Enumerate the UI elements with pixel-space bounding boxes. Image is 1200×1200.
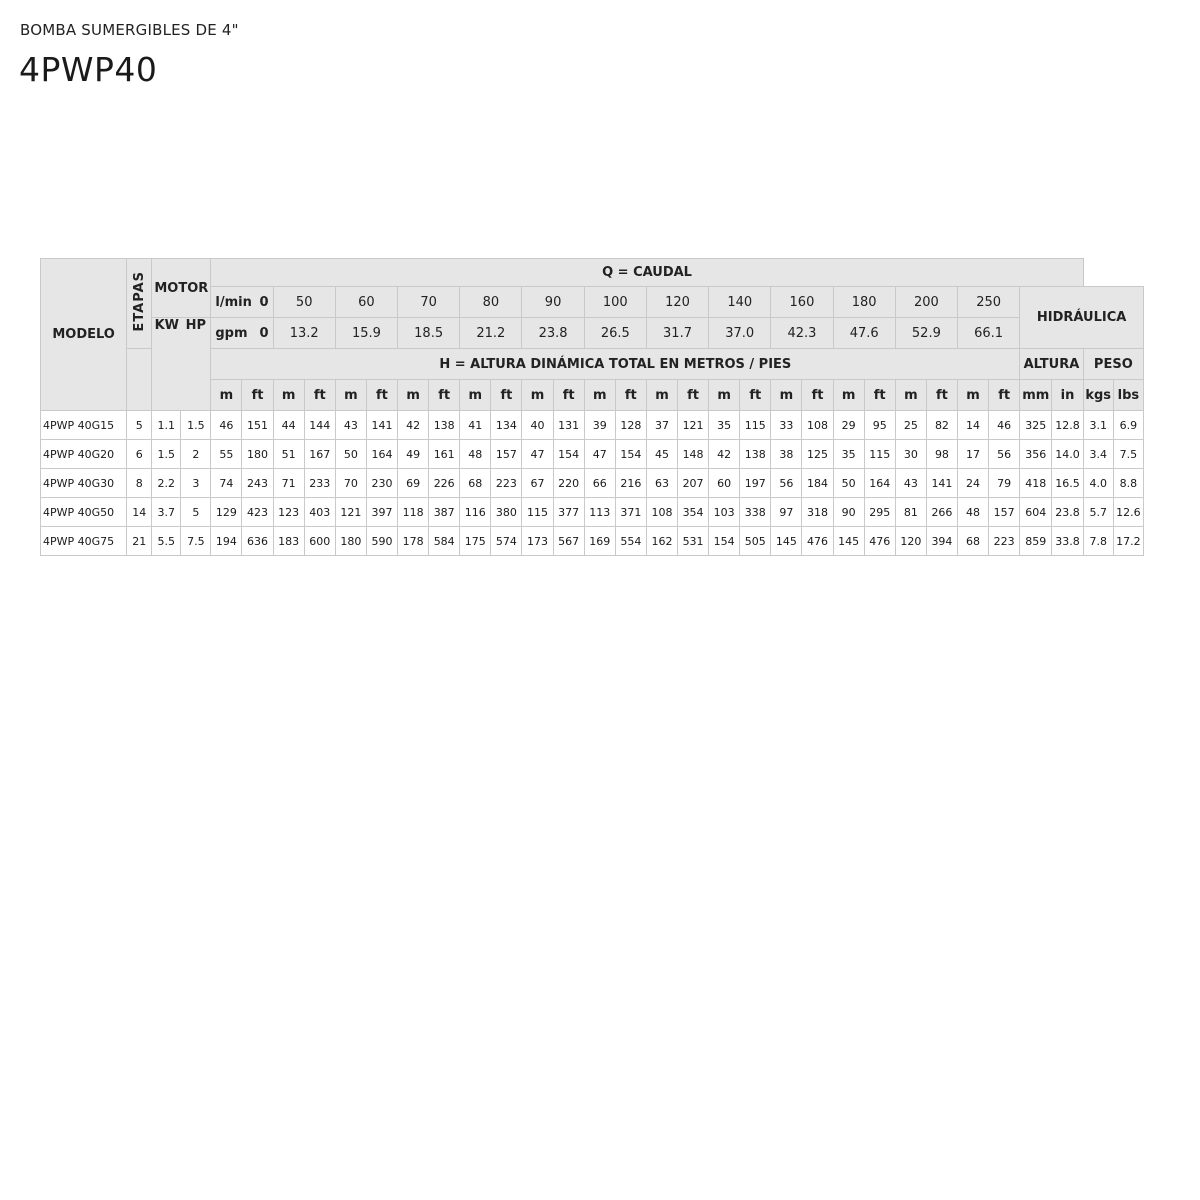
kgs-cell: 7.8: [1083, 527, 1113, 556]
gpm-zero: 0: [259, 325, 269, 341]
head-cell: 394: [926, 527, 957, 556]
head-cell: 68: [460, 469, 491, 498]
unit-ft: ft: [553, 380, 584, 411]
unit-m: m: [584, 380, 615, 411]
head-cell: 43: [895, 469, 926, 498]
head-cell: 56: [771, 469, 802, 498]
head-cell: 66: [584, 469, 615, 498]
head-cell: 183: [273, 527, 304, 556]
head-cell: 49: [398, 440, 429, 469]
gpm-value: 21.2: [460, 318, 522, 349]
head-cell: 180: [335, 527, 366, 556]
head-cell: 567: [553, 527, 584, 556]
unit-ft: ft: [242, 380, 273, 411]
head-cell: 68: [958, 527, 989, 556]
etapas-cell: 6: [127, 440, 152, 469]
lmin-value: 60: [335, 287, 397, 318]
etapas-header: [127, 259, 152, 349]
head-cell: 145: [833, 527, 864, 556]
head-cell: 505: [740, 527, 771, 556]
unit-ft: ft: [304, 380, 335, 411]
gpm-value: 23.8: [522, 318, 584, 349]
head-cell: 148: [678, 440, 709, 469]
head-cell: 338: [740, 498, 771, 527]
head-cell: 98: [926, 440, 957, 469]
head-cell: 41: [460, 411, 491, 440]
unit-m: m: [273, 380, 304, 411]
kw-cell: 3.7: [152, 498, 181, 527]
head-cell: 207: [678, 469, 709, 498]
head-cell: 141: [926, 469, 957, 498]
lmin-value: 180: [833, 287, 895, 318]
unit-m: m: [211, 380, 242, 411]
table-row: [41, 498, 1144, 527]
motor-header: MOTOR: [152, 259, 211, 318]
unit-m: m: [771, 380, 802, 411]
kgs-cell: 3.4: [1083, 440, 1113, 469]
head-cell: 69: [398, 469, 429, 498]
head-cell: 154: [709, 527, 740, 556]
head-cell: 39: [584, 411, 615, 440]
head-cell: 44: [273, 411, 304, 440]
in-cell: 23.8: [1052, 498, 1083, 527]
page-title: 4PWP40: [19, 50, 158, 89]
etapas-cell: 14: [127, 498, 152, 527]
lbs-cell: 17.2: [1113, 527, 1143, 556]
head-cell: 574: [491, 527, 522, 556]
mm-cell: 418: [1020, 469, 1052, 498]
etapas-cell: 21: [127, 527, 152, 556]
head-cell: 161: [429, 440, 460, 469]
head-cell: 45: [646, 440, 677, 469]
head-cell: 403: [304, 498, 335, 527]
head-cell: 46: [989, 411, 1020, 440]
head-cell: 35: [709, 411, 740, 440]
head-cell: 14: [958, 411, 989, 440]
head-cell: 67: [522, 469, 553, 498]
head-cell: 30: [895, 440, 926, 469]
head-cell: 178: [398, 527, 429, 556]
in-cell: 14.0: [1052, 440, 1083, 469]
kw-cell: 5.5: [152, 527, 181, 556]
head-cell: 129: [211, 498, 242, 527]
head-cell: 154: [615, 440, 646, 469]
lmin-value: 200: [895, 287, 957, 318]
head-cell: 81: [895, 498, 926, 527]
head-cell: 70: [335, 469, 366, 498]
unit-lbs: lbs: [1113, 380, 1143, 411]
etapas-cell: 5: [127, 411, 152, 440]
kw-cell: 2.2: [152, 469, 181, 498]
head-cell: 167: [304, 440, 335, 469]
head-cell: 120: [895, 527, 926, 556]
hp-cell: 5: [181, 498, 211, 527]
head-cell: 554: [615, 527, 646, 556]
head-cell: 95: [864, 411, 895, 440]
gpm-value: 31.7: [646, 318, 708, 349]
model-cell: 4PWP 40G75: [41, 527, 127, 556]
head-cell: 115: [740, 411, 771, 440]
modelo-header: MODELO: [41, 259, 127, 411]
unit-m: m: [522, 380, 553, 411]
head-cell: 118: [398, 498, 429, 527]
unit-m: m: [958, 380, 989, 411]
unit-in: in: [1052, 380, 1083, 411]
head-cell: 33: [771, 411, 802, 440]
head-cell: 46: [211, 411, 242, 440]
head-cell: 157: [491, 440, 522, 469]
lmin-zero-cell: [211, 287, 273, 318]
peso-header: PESO: [1083, 349, 1143, 380]
head-cell: 113: [584, 498, 615, 527]
kgs-cell: 4.0: [1083, 469, 1113, 498]
motor-kw-hp-cell: [152, 318, 211, 411]
head-cell: 138: [429, 411, 460, 440]
head-cell: 226: [429, 469, 460, 498]
lmin-value: 160: [771, 287, 833, 318]
unit-mm: mm: [1020, 380, 1052, 411]
altura-dinamica-header: H = ALTURA DINÁMICA TOTAL EN METROS / PIES: [211, 349, 1020, 380]
unit-ft: ft: [740, 380, 771, 411]
caudal-header: Q = CAUDAL: [211, 259, 1083, 287]
lmin-label: l/min: [215, 294, 252, 310]
head-cell: 354: [678, 498, 709, 527]
head-cell: 116: [460, 498, 491, 527]
lbs-cell: 6.9: [1113, 411, 1143, 440]
head-cell: 584: [429, 527, 460, 556]
head-cell: 423: [242, 498, 273, 527]
head-cell: 151: [242, 411, 273, 440]
unit-m: m: [398, 380, 429, 411]
head-cell: 266: [926, 498, 957, 527]
head-cell: 115: [522, 498, 553, 527]
mm-cell: 325: [1020, 411, 1052, 440]
gpm-value: 15.9: [335, 318, 397, 349]
head-cell: 121: [335, 498, 366, 527]
spec-table: [40, 258, 1144, 556]
hidraulica-header: HIDRÁULICA: [1020, 287, 1144, 349]
table-row: [41, 411, 1144, 440]
table-row: [41, 440, 1144, 469]
head-cell: 145: [771, 527, 802, 556]
head-cell: 144: [304, 411, 335, 440]
kw-cell: 1.5: [152, 440, 181, 469]
unit-ft: ft: [429, 380, 460, 411]
lmin-value: 50: [273, 287, 335, 318]
mm-cell: 859: [1020, 527, 1052, 556]
gpm-value: 47.6: [833, 318, 895, 349]
head-cell: 162: [646, 527, 677, 556]
unit-m: m: [460, 380, 491, 411]
head-cell: 184: [802, 469, 833, 498]
head-cell: 42: [709, 440, 740, 469]
in-cell: 33.8: [1052, 527, 1083, 556]
page-subtitle: BOMBA SUMERGIBLES DE 4": [20, 21, 239, 39]
gpm-value: 26.5: [584, 318, 646, 349]
head-cell: 71: [273, 469, 304, 498]
kw-header: KW: [154, 318, 179, 333]
lmin-value: 90: [522, 287, 584, 318]
hp-cell: 1.5: [181, 411, 211, 440]
lbs-cell: 12.6: [1113, 498, 1143, 527]
head-cell: 82: [926, 411, 957, 440]
etapas-label: ETAPAS: [131, 271, 147, 332]
kgs-cell: 3.1: [1083, 411, 1113, 440]
lmin-zero: 0: [259, 294, 269, 310]
lbs-cell: 7.5: [1113, 440, 1143, 469]
head-cell: 175: [460, 527, 491, 556]
head-cell: 164: [864, 469, 895, 498]
head-cell: 38: [771, 440, 802, 469]
head-cell: 115: [864, 440, 895, 469]
head-cell: 216: [615, 469, 646, 498]
gpm-zero-cell: [211, 318, 273, 349]
head-cell: 131: [553, 411, 584, 440]
head-cell: 42: [398, 411, 429, 440]
gpm-value: 52.9: [895, 318, 957, 349]
kgs-cell: 5.7: [1083, 498, 1113, 527]
unit-m: m: [833, 380, 864, 411]
head-cell: 194: [211, 527, 242, 556]
hp-cell: 7.5: [181, 527, 211, 556]
head-cell: 123: [273, 498, 304, 527]
head-cell: 197: [740, 469, 771, 498]
model-cell: 4PWP 40G15: [41, 411, 127, 440]
head-cell: 476: [802, 527, 833, 556]
table-row: [41, 527, 1144, 556]
head-cell: 103: [709, 498, 740, 527]
head-cell: 55: [211, 440, 242, 469]
head-cell: 121: [678, 411, 709, 440]
in-cell: 12.8: [1052, 411, 1083, 440]
head-cell: 141: [366, 411, 397, 440]
gpm-value: 13.2: [273, 318, 335, 349]
head-cell: 63: [646, 469, 677, 498]
etapas-filler: [127, 349, 152, 411]
lmin-value: 100: [584, 287, 646, 318]
gpm-value: 66.1: [958, 318, 1020, 349]
gpm-value: 18.5: [398, 318, 460, 349]
mm-cell: 604: [1020, 498, 1052, 527]
unit-m: m: [646, 380, 677, 411]
head-cell: 29: [833, 411, 864, 440]
unit-ft: ft: [864, 380, 895, 411]
head-cell: 50: [335, 440, 366, 469]
unit-m: m: [709, 380, 740, 411]
head-cell: 476: [864, 527, 895, 556]
head-cell: 173: [522, 527, 553, 556]
unit-ft: ft: [989, 380, 1020, 411]
lmin-value: 80: [460, 287, 522, 318]
model-cell: 4PWP 40G50: [41, 498, 127, 527]
head-cell: 397: [366, 498, 397, 527]
head-cell: 50: [833, 469, 864, 498]
head-cell: 223: [989, 527, 1020, 556]
unit-ft: ft: [615, 380, 646, 411]
kw-cell: 1.1: [152, 411, 181, 440]
hp-header: HP: [185, 318, 207, 333]
head-cell: 220: [553, 469, 584, 498]
head-cell: 230: [366, 469, 397, 498]
gpm-label: gpm: [215, 325, 248, 341]
head-cell: 108: [646, 498, 677, 527]
gpm-value: 37.0: [709, 318, 771, 349]
head-cell: 223: [491, 469, 522, 498]
head-cell: 47: [522, 440, 553, 469]
head-cell: 108: [802, 411, 833, 440]
head-cell: 25: [895, 411, 926, 440]
lmin-value: 250: [958, 287, 1020, 318]
mm-cell: 356: [1020, 440, 1052, 469]
head-cell: 387: [429, 498, 460, 527]
lmin-value: 120: [646, 287, 708, 318]
lmin-value: 70: [398, 287, 460, 318]
hp-cell: 3: [181, 469, 211, 498]
head-cell: 74: [211, 469, 242, 498]
head-cell: 90: [833, 498, 864, 527]
head-cell: 47: [584, 440, 615, 469]
in-cell: 16.5: [1052, 469, 1083, 498]
head-cell: 97: [771, 498, 802, 527]
head-cell: 380: [491, 498, 522, 527]
unit-ft: ft: [678, 380, 709, 411]
hp-cell: 2: [181, 440, 211, 469]
head-cell: 243: [242, 469, 273, 498]
head-cell: 51: [273, 440, 304, 469]
head-cell: 164: [366, 440, 397, 469]
table-row: [41, 469, 1144, 498]
gpm-value: 42.3: [771, 318, 833, 349]
lmin-value: 140: [709, 287, 771, 318]
head-cell: 180: [242, 440, 273, 469]
head-cell: 37: [646, 411, 677, 440]
head-cell: 125: [802, 440, 833, 469]
unit-ft: ft: [491, 380, 522, 411]
model-cell: 4PWP 40G30: [41, 469, 127, 498]
unit-ft: ft: [366, 380, 397, 411]
head-cell: 35: [833, 440, 864, 469]
head-cell: 17: [958, 440, 989, 469]
unit-m: m: [895, 380, 926, 411]
head-cell: 157: [989, 498, 1020, 527]
head-cell: 377: [553, 498, 584, 527]
head-cell: 531: [678, 527, 709, 556]
head-cell: 24: [958, 469, 989, 498]
lbs-cell: 8.8: [1113, 469, 1143, 498]
head-cell: 60: [709, 469, 740, 498]
head-cell: 295: [864, 498, 895, 527]
head-cell: 590: [366, 527, 397, 556]
etapas-cell: 8: [127, 469, 152, 498]
head-cell: 154: [553, 440, 584, 469]
head-cell: 600: [304, 527, 335, 556]
head-cell: 233: [304, 469, 335, 498]
head-cell: 371: [615, 498, 646, 527]
head-cell: 134: [491, 411, 522, 440]
unit-ft: ft: [926, 380, 957, 411]
head-cell: 128: [615, 411, 646, 440]
head-cell: 48: [460, 440, 491, 469]
head-cell: 56: [989, 440, 1020, 469]
unit-ft: ft: [802, 380, 833, 411]
altura-header: ALTURA: [1020, 349, 1083, 380]
head-cell: 79: [989, 469, 1020, 498]
unit-kgs: kgs: [1083, 380, 1113, 411]
head-cell: 636: [242, 527, 273, 556]
head-cell: 169: [584, 527, 615, 556]
head-cell: 43: [335, 411, 366, 440]
head-cell: 138: [740, 440, 771, 469]
head-cell: 318: [802, 498, 833, 527]
model-cell: 4PWP 40G20: [41, 440, 127, 469]
head-cell: 48: [958, 498, 989, 527]
head-cell: 40: [522, 411, 553, 440]
unit-m: m: [335, 380, 366, 411]
